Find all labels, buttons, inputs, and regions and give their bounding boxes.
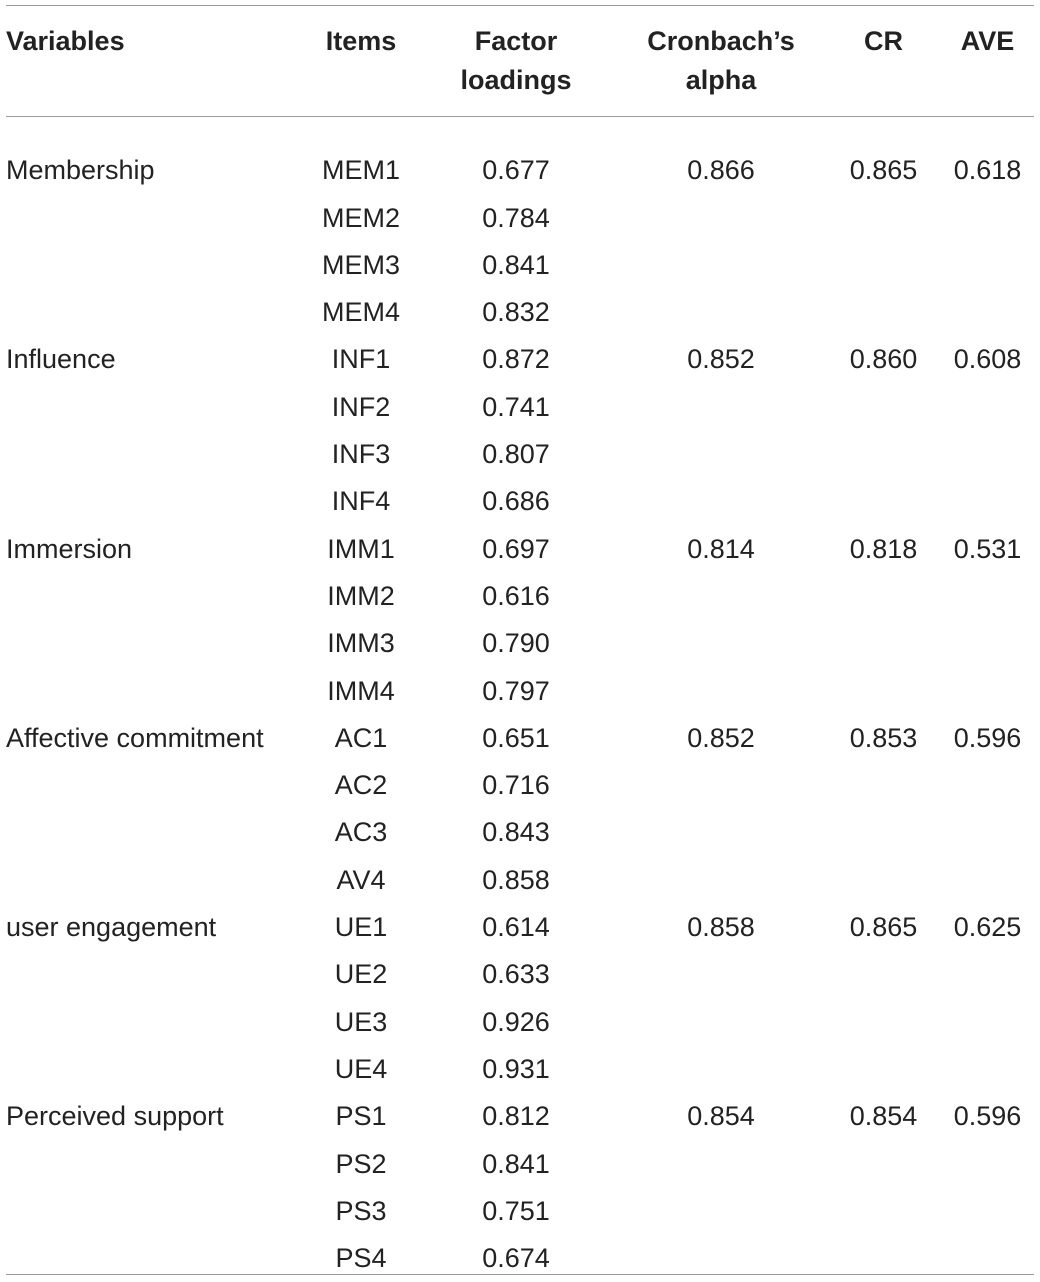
variable-cell	[6, 620, 306, 667]
header-variables: Variables	[6, 26, 125, 56]
header-factor-loadings-line1: Factor	[474, 26, 558, 56]
variable-cell	[6, 1235, 306, 1282]
cronbach-alpha-cell: 0.854	[687, 1101, 755, 1132]
cronbach-alpha-cell	[616, 431, 826, 478]
ave-cell: 0.596	[953, 1101, 1022, 1132]
ave-cell	[941, 1188, 1034, 1235]
cr-cell	[826, 1235, 941, 1282]
factor-loading-cell: 0.741	[482, 391, 550, 422]
table-row	[6, 904, 1034, 951]
item-cell: IMM3	[327, 628, 395, 659]
table-row	[6, 762, 1034, 809]
header-factor-loadings-line2: loadings	[460, 65, 572, 95]
cr-cell	[826, 289, 941, 336]
factor-loading-cell: 0.716	[482, 770, 550, 801]
cronbach-alpha-cell	[616, 999, 826, 1046]
table-row	[6, 147, 1034, 194]
factor-loading-cell: 0.858	[482, 864, 550, 895]
header-cronbach-alpha	[616, 0, 826, 100]
variable-cell	[6, 668, 306, 715]
item-cell: AV4	[336, 864, 386, 895]
table-row	[6, 1188, 1034, 1235]
variable-cell: Membership	[6, 155, 155, 186]
variable-cell	[6, 289, 306, 336]
body-spacer	[6, 100, 1034, 147]
ave-cell	[941, 573, 1034, 620]
variable-cell	[6, 1046, 306, 1093]
table-row	[6, 999, 1034, 1046]
ave-cell	[941, 384, 1034, 431]
factor-loading-cell: 0.674	[482, 1243, 550, 1274]
ave-cell	[941, 195, 1034, 242]
header-cr: CR	[864, 26, 903, 56]
item-cell: INF3	[331, 439, 391, 470]
cronbach-alpha-cell: 0.866	[687, 155, 755, 186]
header-ave: AVE	[960, 26, 1015, 56]
item-cell: PS1	[335, 1101, 387, 1132]
item-cell: INF2	[331, 391, 391, 422]
variable-cell	[6, 951, 306, 998]
factor-loading-cell: 0.812	[482, 1101, 550, 1132]
ave-cell	[941, 478, 1034, 525]
item-cell: MEM2	[321, 202, 400, 233]
reliability-validity-table	[6, 0, 1034, 1282]
item-cell: PS3	[335, 1195, 387, 1226]
item-cell: AC1	[334, 722, 388, 753]
header-factor-loadings	[416, 0, 616, 100]
header-cronbach-line1: Cronbach’s	[647, 26, 795, 56]
ave-cell: 0.531	[953, 533, 1022, 564]
table-row	[6, 431, 1034, 478]
item-cell: MEM1	[321, 155, 400, 186]
header-items: Items	[325, 26, 397, 56]
variable-cell: user engagement	[6, 912, 217, 943]
cronbach-alpha-cell	[616, 573, 826, 620]
cr-cell: 0.818	[849, 533, 918, 564]
cronbach-alpha-cell	[616, 1046, 826, 1093]
cronbach-alpha-cell	[616, 1141, 826, 1188]
ave-cell: 0.608	[953, 344, 1022, 375]
factor-loading-cell: 0.790	[482, 628, 550, 659]
factor-loading-cell: 0.807	[482, 439, 550, 470]
ave-cell	[941, 951, 1034, 998]
table-row	[6, 809, 1034, 856]
ave-cell	[941, 431, 1034, 478]
item-cell: MEM4	[321, 297, 400, 328]
factor-loading-cell: 0.843	[482, 817, 550, 848]
table-row	[6, 573, 1034, 620]
table-row	[6, 478, 1034, 525]
cronbach-alpha-cell	[616, 478, 826, 525]
ave-cell	[941, 809, 1034, 856]
cronbach-alpha-cell	[616, 384, 826, 431]
cr-cell	[826, 857, 941, 904]
cr-cell	[826, 668, 941, 715]
table-row	[6, 336, 1034, 383]
cr-cell	[826, 242, 941, 289]
cr-cell: 0.853	[849, 722, 918, 753]
cronbach-alpha-cell: 0.852	[687, 722, 755, 753]
table-row	[6, 1141, 1034, 1188]
factor-loading-cell: 0.697	[482, 533, 550, 564]
table-row	[6, 620, 1034, 667]
cr-cell: 0.860	[849, 344, 918, 375]
ave-cell	[941, 857, 1034, 904]
table-header	[6, 0, 1034, 100]
variable-cell	[6, 1141, 306, 1188]
cr-cell	[826, 951, 941, 998]
item-cell: UE2	[334, 959, 388, 990]
cr-cell	[826, 478, 941, 525]
ave-cell: 0.625	[953, 912, 1022, 943]
variable-cell: Influence	[6, 344, 116, 375]
item-cell: IMM2	[327, 580, 395, 611]
table-row	[6, 384, 1034, 431]
table-row	[6, 195, 1034, 242]
cronbach-alpha-cell	[616, 1235, 826, 1282]
item-cell: UE1	[334, 912, 388, 943]
variable-cell	[6, 999, 306, 1046]
item-cell: MEM3	[321, 249, 400, 280]
table-row	[6, 668, 1034, 715]
cronbach-alpha-cell	[616, 857, 826, 904]
variable-cell	[6, 573, 306, 620]
variable-cell	[6, 809, 306, 856]
table-row	[6, 1046, 1034, 1093]
table-row	[6, 951, 1034, 998]
ave-cell: 0.618	[953, 155, 1022, 186]
cronbach-alpha-cell	[616, 289, 826, 336]
cr-cell	[826, 1188, 941, 1235]
cr-cell	[826, 999, 941, 1046]
variable-cell	[6, 195, 306, 242]
cr-cell	[826, 1141, 941, 1188]
factor-loading-cell: 0.931	[482, 1053, 550, 1084]
factor-loading-cell: 0.751	[482, 1195, 550, 1226]
cr-cell: 0.854	[849, 1101, 918, 1132]
variable-cell	[6, 857, 306, 904]
ave-cell	[941, 762, 1034, 809]
item-cell: UE3	[334, 1006, 388, 1037]
header-cronbach-line2: alpha	[685, 65, 757, 95]
table-row	[6, 857, 1034, 904]
factor-loading-cell: 0.797	[482, 675, 550, 706]
table-row	[6, 1235, 1034, 1282]
item-cell: PS4	[335, 1243, 387, 1274]
item-cell: AC3	[334, 817, 388, 848]
factor-loading-cell: 0.614	[482, 912, 550, 943]
cronbach-alpha-cell	[616, 620, 826, 667]
variable-cell	[6, 1188, 306, 1235]
factor-loading-cell: 0.926	[482, 1006, 550, 1037]
variable-cell	[6, 384, 306, 431]
cronbach-alpha-cell	[616, 668, 826, 715]
item-cell: INF4	[331, 486, 391, 517]
factor-loading-cell: 0.872	[482, 344, 550, 375]
cronbach-alpha-cell	[616, 951, 826, 998]
table-row	[6, 526, 1034, 573]
item-cell: INF1	[331, 344, 391, 375]
variable-cell	[6, 431, 306, 478]
cr-cell	[826, 620, 941, 667]
table-row	[6, 289, 1034, 336]
ave-cell: 0.596	[953, 722, 1022, 753]
factor-loading-cell: 0.832	[482, 297, 550, 328]
table-body	[6, 100, 1034, 1282]
cr-cell	[826, 384, 941, 431]
ave-cell	[941, 620, 1034, 667]
cronbach-alpha-cell	[616, 809, 826, 856]
cronbach-alpha-cell	[616, 762, 826, 809]
cr-cell: 0.865	[849, 155, 918, 186]
factor-loading-cell: 0.686	[482, 486, 550, 517]
ave-cell	[941, 1046, 1034, 1093]
factor-loading-cell: 0.616	[482, 580, 550, 611]
cronbach-alpha-cell	[616, 195, 826, 242]
item-cell: AC2	[334, 770, 388, 801]
item-cell: IMM4	[327, 675, 395, 706]
factor-loading-cell: 0.841	[482, 1148, 550, 1179]
variable-cell	[6, 242, 306, 289]
item-cell: PS2	[335, 1148, 387, 1179]
item-cell: IMM1	[327, 533, 395, 564]
factor-loading-cell: 0.841	[482, 249, 550, 280]
table-row	[6, 242, 1034, 289]
ave-cell	[941, 242, 1034, 289]
header-row	[6, 0, 1034, 100]
factor-loading-cell: 0.677	[482, 155, 550, 186]
variable-cell	[6, 478, 306, 525]
cr-cell	[826, 573, 941, 620]
cr-cell	[826, 762, 941, 809]
variable-cell	[6, 762, 306, 809]
table-row	[6, 715, 1034, 762]
table-row	[6, 1093, 1034, 1140]
factor-loading-cell: 0.633	[482, 959, 550, 990]
cronbach-alpha-cell	[616, 242, 826, 289]
ave-cell	[941, 668, 1034, 715]
ave-cell	[941, 289, 1034, 336]
cr-cell	[826, 431, 941, 478]
cronbach-alpha-cell	[616, 1188, 826, 1235]
cronbach-alpha-cell: 0.858	[687, 912, 755, 943]
factor-loading-cell: 0.784	[482, 202, 550, 233]
ave-cell	[941, 1235, 1034, 1282]
cr-cell	[826, 195, 941, 242]
variable-cell: Immersion	[6, 533, 133, 564]
cr-cell: 0.865	[849, 912, 918, 943]
cr-cell	[826, 1046, 941, 1093]
variable-cell: Perceived support	[6, 1101, 224, 1132]
ave-cell	[941, 999, 1034, 1046]
cronbach-alpha-cell: 0.852	[687, 344, 755, 375]
item-cell: UE4	[334, 1053, 388, 1084]
cronbach-alpha-cell: 0.814	[687, 533, 755, 564]
factor-loading-cell: 0.651	[482, 722, 550, 753]
ave-cell	[941, 1141, 1034, 1188]
variable-cell: Affective commitment	[6, 722, 264, 753]
cr-cell	[826, 809, 941, 856]
